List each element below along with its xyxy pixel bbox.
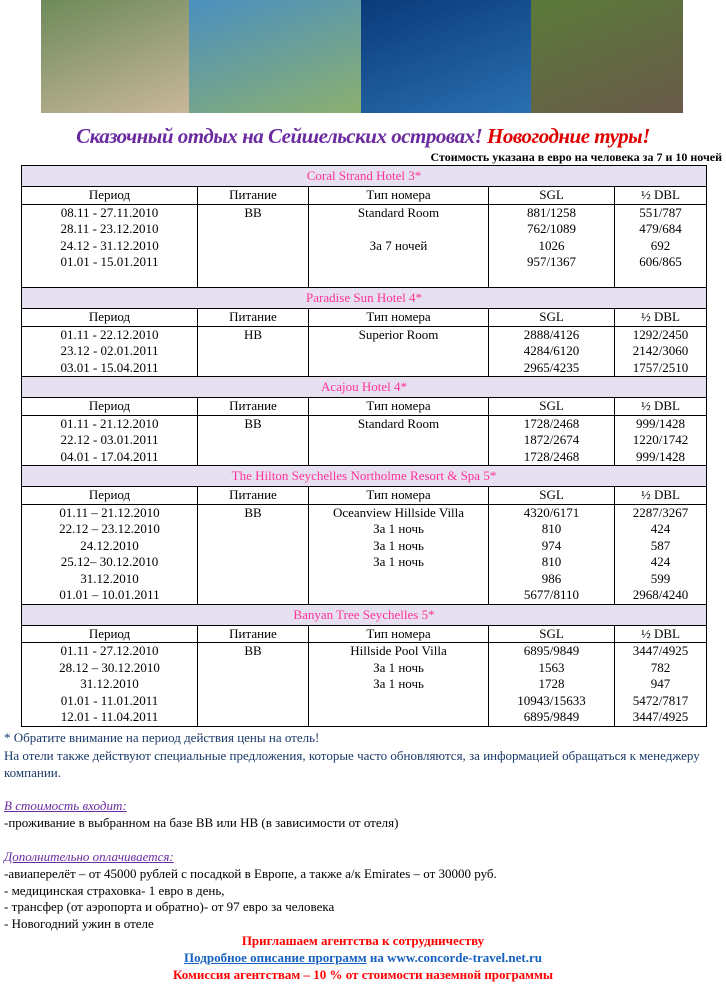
column-header-meal: Питание [198,398,309,416]
cell-room: Superior Room [309,326,489,343]
special-offers-note: На отели также действуют специальные предложения, которые часто обновляются, за информацией обращаться к менеджеру компании. [4,748,700,780]
column-header-meal: Питание [198,487,309,505]
extra-item: - трансфер (от аэропорта и обратно)- от 97 евро за человека [4,899,335,914]
cell-dbl: 587 [615,538,707,555]
cell-sgl: 6895/9849 [489,709,615,726]
cell-room [309,221,489,238]
cell-room [309,587,489,604]
beach-hotel-photo [189,0,361,113]
cell-room [309,254,489,271]
column-header-period: Период [22,625,198,643]
cell-room [309,693,489,710]
cell-dbl: 2142/3060 [615,343,707,360]
cell-sgl: 5677/8110 [489,587,615,604]
extra-item: -авиаперелёт – от 45000 рублей с посадкой в Европе, а также а/к Emirates – от 30000 руб. [4,866,497,881]
cell-sgl: 986 [489,571,615,588]
column-header-room: Тип номера [309,398,489,416]
cell-sgl: 1728/2468 [489,449,615,466]
cell-dbl: 999/1428 [615,449,707,466]
column-header-room: Тип номера [309,487,489,505]
cell-period: 01.01 - 15.01.2011 [22,254,198,271]
table-row [22,360,707,377]
cell-period: 22.12 – 23.12.2010 [22,521,198,538]
cell-dbl: 1220/1742 [615,432,707,449]
cell-meal [198,343,309,360]
title-new-year: Новогодние туры! [487,124,650,148]
photo-strip [41,0,683,113]
cell-dbl: 2968/4240 [615,587,707,604]
table-row [22,538,707,555]
cell-sgl: 1728/2468 [489,415,615,432]
table-row [22,343,707,360]
table-row [22,238,707,255]
cell-room: Hillside Pool Villa [309,643,489,660]
column-header-dbl: ½ DBL [615,487,707,505]
cell-meal: BB [198,415,309,432]
column-header-row [22,487,707,505]
table-row [22,449,707,466]
table-row [22,326,707,343]
hotel-name: Banyan Tree Seychelles 5* [22,604,707,625]
cell-sgl: 957/1367 [489,254,615,271]
extra-item: - Новогодний ужин в отеле [4,915,154,931]
cell-period: 01.11 - 27.12.2010 [22,643,198,660]
cell-sgl: 881/1258 [489,204,615,221]
column-header-dbl: ½ DBL [615,398,707,416]
hotel-name-row [22,604,707,625]
cell-sgl: 10943/15633 [489,693,615,710]
cell-meal [198,709,309,726]
cell-period: 24.12.2010 [22,538,198,555]
cell-period: 12.01 - 11.04.2011 [22,709,198,726]
cell-room [309,343,489,360]
column-header-dbl: ½ DBL [615,625,707,643]
table-row [22,709,707,726]
cell-room [309,449,489,466]
cell-sgl: 974 [489,538,615,555]
cell-meal: BB [198,504,309,521]
cell-meal [198,449,309,466]
cell-room [309,271,489,288]
table-row [22,693,707,710]
cell-room: За 1 ночь [309,676,489,693]
hotel-name: Acajou Hotel 4* [22,377,707,398]
cell-meal [198,432,309,449]
cell-sgl: 810 [489,554,615,571]
cell-period: 31.12.2010 [22,676,198,693]
cell-dbl: 999/1428 [615,415,707,432]
cell-period: 03.01 - 15.04.2011 [22,360,198,377]
cell-dbl: 424 [615,554,707,571]
cell-dbl: 782 [615,660,707,677]
cell-period: 01.11 - 22.12.2010 [22,326,198,343]
column-header-period: Период [22,487,198,505]
column-header-sgl: SGL [489,625,615,643]
extra-item: - медицинская страховка- 1 евро в день, [4,882,225,898]
page-title [0,124,726,149]
table-row [22,204,707,221]
title-main: Сказочный отдых на Сейшельских островах! [76,124,483,148]
cell-period [22,271,198,288]
column-header-room: Тип номера [309,187,489,205]
invite-text: Приглашаем агентства к сотрудничеству [241,933,485,948]
tortoise-photo [531,0,683,113]
cell-room: Standard Room [309,204,489,221]
cell-dbl: 1757/2510 [615,360,707,377]
cell-period: 08.11 - 27.11.2010 [22,204,198,221]
cell-meal [198,571,309,588]
cell-sgl: 1563 [489,660,615,677]
cell-dbl: 3447/4925 [615,709,707,726]
table-row [22,254,707,271]
cell-room: За 1 ночь [309,554,489,571]
cell-period: 01.11 - 21.12.2010 [22,415,198,432]
column-header-sgl: SGL [489,309,615,327]
cell-sgl: 2888/4126 [489,326,615,343]
cell-meal [198,587,309,604]
column-header-room: Тип номера [309,309,489,327]
cell-sgl: 2965/4235 [489,360,615,377]
commission-text: Комиссия агентствам – 10 % от стоимости наземной программы [172,967,554,982]
column-header-period: Период [22,309,198,327]
cell-period: 22.12 - 03.01.2011 [22,432,198,449]
included-title: В стоимость входит: [4,798,127,813]
table-row [22,415,707,432]
attention-note: * Обратите внимание на период действия цены на отель! [4,730,320,745]
table-row [22,587,707,604]
cell-dbl: 1292/2450 [615,326,707,343]
cell-room: За 7 ночей [309,238,489,255]
hotel-name-row [22,288,707,309]
column-header-sgl: SGL [489,187,615,205]
cell-sgl [489,271,615,288]
cell-meal [198,554,309,571]
cell-room: За 1 ночь [309,521,489,538]
hotel-name: Coral Strand Hotel 3* [22,166,707,187]
cell-room [309,571,489,588]
hotel-name: Paradise Sun Hotel 4* [22,288,707,309]
table-row [22,271,707,288]
cell-meal [198,360,309,377]
cell-meal [198,238,309,255]
hotel-name-row [22,166,707,187]
cell-room: Standard Room [309,415,489,432]
price-table [21,165,707,727]
cell-dbl: 2287/3267 [615,504,707,521]
cell-dbl: 3447/4925 [615,643,707,660]
hotel-name-row [22,466,707,487]
cell-period: 01.01 - 11.01.2011 [22,693,198,710]
column-header-row [22,398,707,416]
cell-meal [198,693,309,710]
table-row [22,432,707,449]
column-header-sgl: SGL [489,487,615,505]
cell-period: 25.12– 30.12.2010 [22,554,198,571]
cell-sgl: 762/1089 [489,221,615,238]
table-row [22,221,707,238]
cell-period: 28.12 – 30.12.2010 [22,660,198,677]
cell-room [309,709,489,726]
included-item: -проживание в выбранном на базе BB или HB (в зависимости от отеля) [4,815,399,830]
column-header-dbl: ½ DBL [615,187,707,205]
cell-period: 31.12.2010 [22,571,198,588]
hotel-name: The Hilton Seychelles Northolme Resort & Spa 5* [22,466,707,487]
table-row [22,521,707,538]
cell-dbl: 479/684 [615,221,707,238]
cell-meal [198,660,309,677]
cell-meal [198,521,309,538]
cell-period: 04.01 - 17.04.2011 [22,449,198,466]
cell-sgl: 810 [489,521,615,538]
details-link[interactable]: Подробное описание программ [184,950,367,965]
cell-period: 28.11 - 23.12.2010 [22,221,198,238]
cell-dbl: 692 [615,238,707,255]
cell-dbl [615,271,707,288]
price-note: Стоимость указана в евро на человека за 7 и 10 ночей [430,150,722,164]
table-row [22,504,707,521]
hotel-name-row [22,377,707,398]
column-header-meal: Питание [198,625,309,643]
table-row [22,571,707,588]
cell-dbl: 424 [615,521,707,538]
cell-dbl: 5472/7817 [615,693,707,710]
column-header-meal: Питание [198,309,309,327]
column-header-room: Тип номера [309,625,489,643]
site-text: на www.concorde-travel.net.ru [366,950,542,965]
cell-meal: HB [198,326,309,343]
cell-room: Oceanview Hillside Villa [309,504,489,521]
cell-dbl: 599 [615,571,707,588]
cell-period: 24.12 - 31.12.2010 [22,238,198,255]
table-row [22,643,707,660]
table-row [22,676,707,693]
cell-sgl: 1872/2674 [489,432,615,449]
cell-sgl: 4320/6171 [489,504,615,521]
column-header-row [22,625,707,643]
column-header-dbl: ½ DBL [615,309,707,327]
cell-dbl: 551/787 [615,204,707,221]
table-row [22,660,707,677]
underwater-photo [361,0,531,113]
cell-sgl: 1026 [489,238,615,255]
villa-photo [41,0,189,113]
column-header-meal: Питание [198,187,309,205]
cell-period: 01.01 – 10.01.2011 [22,587,198,604]
cell-sgl: 4284/6120 [489,343,615,360]
extra-title: Дополнительно оплачивается: [4,849,174,864]
column-header-row [22,187,707,205]
cell-dbl: 947 [615,676,707,693]
column-header-period: Период [22,398,198,416]
cell-meal [198,538,309,555]
cell-period: 23.12 - 02.01.2011 [22,343,198,360]
table-row [22,554,707,571]
cell-dbl: 606/865 [615,254,707,271]
extra-list [4,866,726,932]
cell-meal [198,254,309,271]
column-header-period: Период [22,187,198,205]
cell-meal [198,271,309,288]
cell-meal: BB [198,643,309,660]
column-header-sgl: SGL [489,398,615,416]
cell-sgl: 6895/9849 [489,643,615,660]
cell-room: За 1 ночь [309,660,489,677]
cell-meal [198,221,309,238]
cell-meal [198,676,309,693]
cell-room: За 1 ночь [309,538,489,555]
cell-meal: BB [198,204,309,221]
cell-room [309,432,489,449]
cell-room [309,360,489,377]
cell-period: 01.11 – 21.12.2010 [22,504,198,521]
column-header-row [22,309,707,327]
cell-sgl: 1728 [489,676,615,693]
